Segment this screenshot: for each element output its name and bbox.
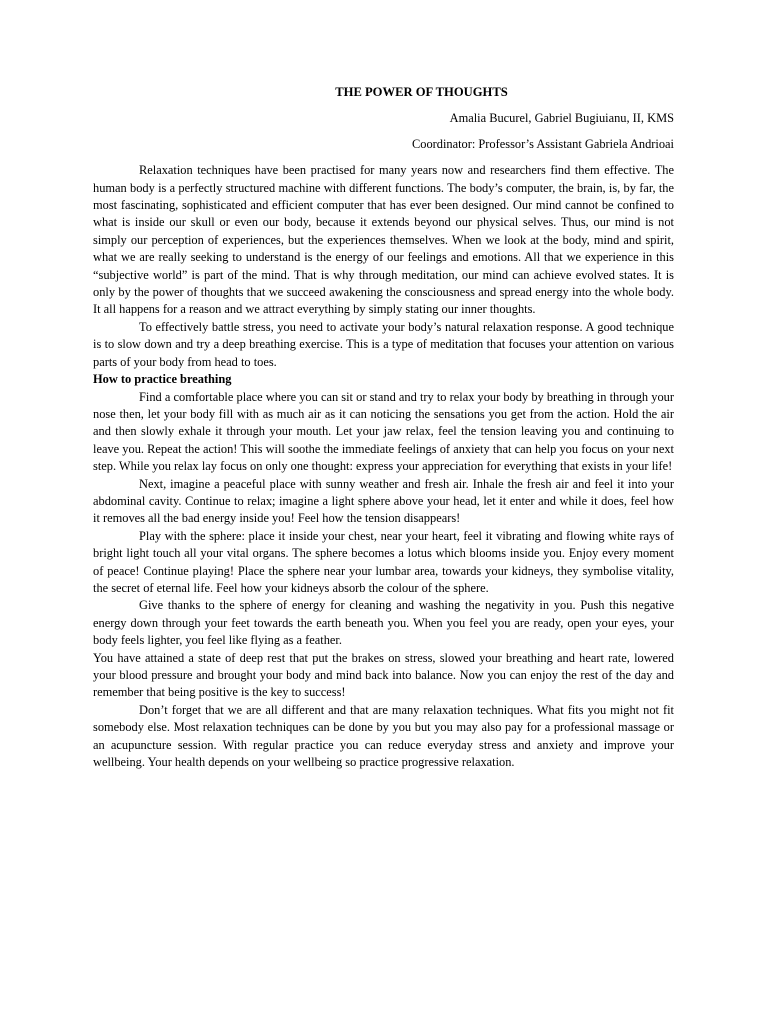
intro-paragraph: Relaxation techniques have been practised for many years now and researchers find them effective. The human body is a perfectly structured machine with different functions. The body’s computer, the brain, is, by far, the most fascinating, sophisticated and efficient computer that has ever been designed. Our mind cannot be confined to what is inside our skull or even our body, because it extends beyond our physical selves. Thus, our mind is not simply our perception of experiences, but the experiences themselves. When we look at the body, mind and spirit, what we are really seeking to understand is the energy of our feelings and emotions. All that we experience in this “subjective world” is part of the mind. That is why through meditation, our mind can achieve evolved states. It is only by the power of thoughts that we succeed awakening the consciousness and spread energy into the whole body. It all happens for a reason and we attract everything by simply stating our inner thoughts. <box>93 163 674 317</box>
document-page <box>93 84 674 771</box>
deep-rest-paragraph: You have attained a state of deep rest that put the brakes on stress, slowed your breathing and heart rate, lowered your blood pressure and brought your body and mind back into balance. Now you can enjoy the rest of the day and remember that being positive is the key to success! <box>93 650 674 700</box>
section-heading: How to practice breathing <box>93 372 232 387</box>
sphere-paragraph: Play with the sphere: place it inside your chest, near your heart, feel it vibrating and flowing white rays of bright light touch all your vital organs. The sphere becomes a lotus which blooms inside you. Enjoy every moment of peace! Continue playing! Place the sphere near your lumbar area, towards your kidneys, they symbolise vitality, the secret of eternal life. Feel how your kidneys absorb the colour of the sphere. <box>93 528 674 595</box>
peaceful-place-paragraph: Next, imagine a peaceful place with sunny weather and fresh air. Inhale the fresh air and feel it into your abdominal cavity. Continue to relax; imagine a light sphere above your head, let it enter and while it does, feel how it removes all the bad energy inside you! Feel how the tension disappears! <box>93 476 674 526</box>
breathing-paragraph: Find a comfortable place where you can sit or stand and try to relax your body by breathing in through your nose then, let your body fill with as much air as it can noticing the sensations you get from the action. Hold the air and then slowly exhale it through your mouth. Let your jaw relax, feel the tension leaving you and continuing to leave you. Repeat the action! This will soothe the immediate feelings of anxiety that can help you focus on your next step. While you relax lay focus on only one thought: express your appreciation for everything that exists in your life! <box>93 389 674 474</box>
coordinator-line: Coordinator: Professor’s Assistant Gabriela Andrioai <box>411 136 674 151</box>
thanks-paragraph: Give thanks to the sphere of energy for cleaning and washing the negativity in you. Push this negative energy down through your feet towards the earth beneath you. When you feel you are ready, open your eyes, your body feels lighter, you feel like flying as a feather. <box>93 598 674 648</box>
document-title: THE POWER OF THOUGHTS <box>335 85 508 99</box>
stress-paragraph: To effectively battle stress, you need to activate your body’s natural relaxation response. A good technique is to slow down and try a deep breathing exercise. This is a type of meditation that focuses your attention on various parts of your body from head to toes. <box>93 319 674 369</box>
conclusion-paragraph: Don’t forget that we are all different and that are many relaxation techniques. What fits you might not fit somebody else. Most relaxation techniques can be done by you but you may also pay for a professional massage or an acupuncture session. With regular practice you can reduce everyday stress and anxiety and improve your wellbeing. Your health depends on your wellbeing so practice progressive relaxation. <box>93 702 674 770</box>
authors-line: Amalia Bucurel, Gabriel Bugiuianu, II, KMS <box>449 111 674 126</box>
